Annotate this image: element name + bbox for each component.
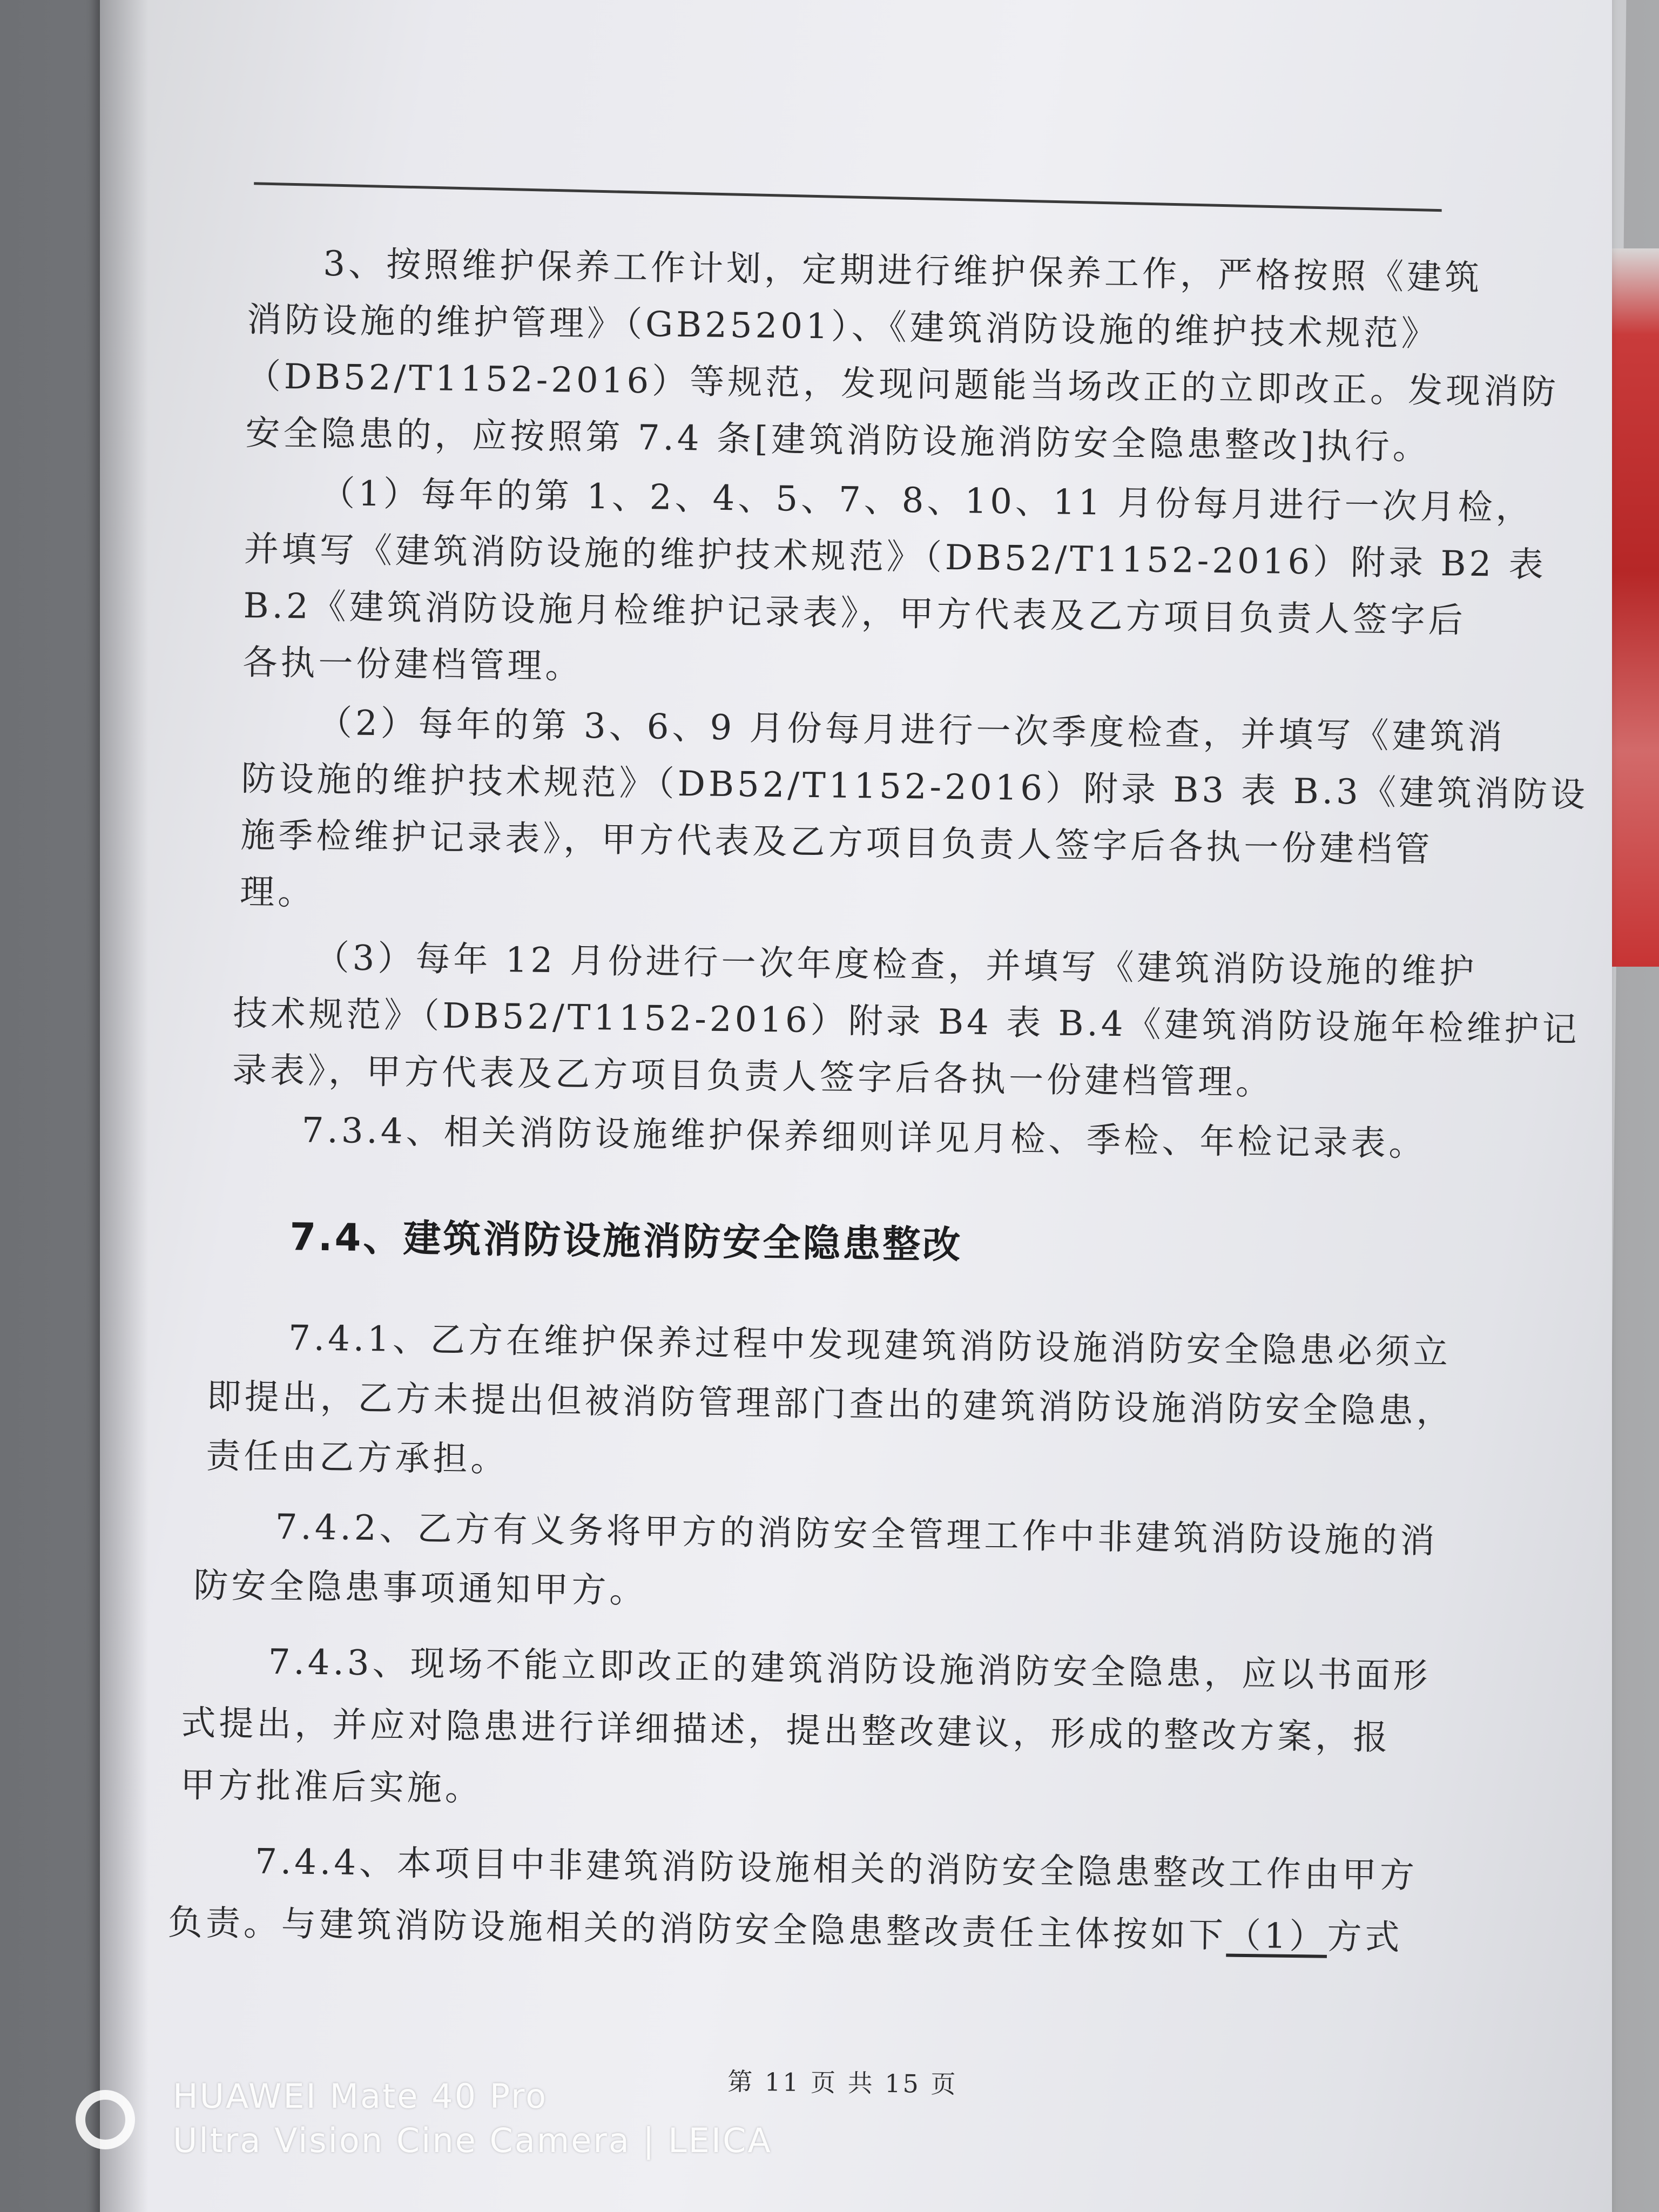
clause-7-4-4-line1: 7.4.4、本项目中非建筑消防设施相关的消防安全隐患整改工作由甲方: [254, 1842, 1418, 1896]
watermark-camera: Ultra Vision Cine Camera | LEICA: [173, 2121, 772, 2160]
clause-7-4-1-line3: 责任由乙方承担。: [205, 1436, 509, 1480]
para1-line3: （DB52/T1152-2016）等规范，发现问题能当场改正的立即改正。发现消防: [246, 356, 1560, 413]
item1-line3: B.2《建筑消防设施月检维护记录表》，甲方代表及乙方项目负责人签字后: [243, 586, 1467, 641]
item2-line2: 防设施的维护技术规范》（DB52/T1152-2016）附录 B3 表 B.3《建筑消防设: [241, 759, 1589, 815]
para1-line4: 安全隐患的，应按照第 7.4 条[建筑消防设施消防安全隐患整改]执行。: [245, 413, 1431, 468]
item2-line3: 施季检维护记录表》，甲方代表及乙方项目负责人签字后各执一份建档管: [240, 815, 1433, 871]
item1-line1: （1）每年的第 1、2、4、5、7、8、10、11 月份每月进行一次月检，: [320, 473, 1534, 529]
clause-7-4-4-line2: [167, 1901, 1403, 1960]
item1-line4: 各执一份建档管理。: [242, 643, 583, 687]
watermark-model: HUAWEI Mate 40 Pro: [173, 2076, 548, 2116]
item1-line2: 并填写《建筑消防设施的维护技术规范》（DB52/T1152-2016）附录 B2 表: [244, 529, 1547, 585]
clause-7-4-2-line2: 防安全隐患事项通知甲方。: [193, 1566, 648, 1611]
item2-line4: 理。: [239, 872, 316, 913]
item3-line2: 技术规范》（DB52/T1152-2016）附录 B4 表 B.4《建筑消防设施年检维护记: [232, 993, 1580, 1050]
clause-7-4-3-line1: 7.4.3、现场不能立即改正的建筑消防设施消防安全隐患，应以书面形: [268, 1642, 1431, 1697]
camera-watermark: [76, 2076, 886, 2179]
item3-line3: 录表》，甲方代表及乙方项目负责人签字后各执一份建档管理。: [232, 1050, 1274, 1103]
para1-line2: 消防设施的维护管理》（GB25201）、《建筑消防设施的维护技术规范》: [246, 300, 1440, 355]
page-number-footer: 第 11 页 共 15 页: [727, 2067, 958, 2099]
clause-7-4-1-line2: 即提出，乙方未提出但被消防管理部门查出的建筑消防设施消防安全隐患，: [206, 1377, 1455, 1432]
clause-7-4-4-text: 负责。与建筑消防设施相关的消防安全隐患整改责任主体按如下: [167, 1903, 1227, 1956]
clause-7-4-3-line3: 甲方批准后实施。: [180, 1765, 483, 1809]
item2-line1: （2）每年的第 3、6、9 月份每月进行一次季度检查，并填写《建筑消: [317, 703, 1506, 758]
clause-7-4-1-line1: 7.4.1、乙方在维护保养过程中发现建筑消防设施消防安全隐患必须立: [288, 1318, 1452, 1373]
header-rule: [254, 182, 1442, 212]
clause-7-3-4: 7.3.4、相关消防设施维护保养细则详见月检、季检、年检记录表。: [301, 1110, 1427, 1164]
clause-7-4-2-line1: 7.4.2、乙方有义务将甲方的消防安全管理工作中非建筑消防设施的消: [275, 1507, 1438, 1562]
section-heading-7-4: 7.4、建筑消防设施消防安全隐患整改: [289, 1215, 963, 1267]
clause-7-4-4-tail: 方式: [1326, 1917, 1403, 1958]
clause-7-4-3-line2: 式提出，并应对隐患进行详细描述，提出整改建议，形成的整改方案，报: [180, 1703, 1391, 1758]
item3-line1: （3）每年 12 月份进行一次年度检查，并填写《建筑消防设施的维护: [314, 938, 1478, 993]
leica-ring-icon: [76, 2090, 135, 2149]
clause-7-4-4-option-blank: （1）: [1226, 1916, 1327, 1957]
para1-line1: 3、按照维护保养工作计划，定期进行维护保养工作，严格按照《建筑: [322, 244, 1483, 299]
